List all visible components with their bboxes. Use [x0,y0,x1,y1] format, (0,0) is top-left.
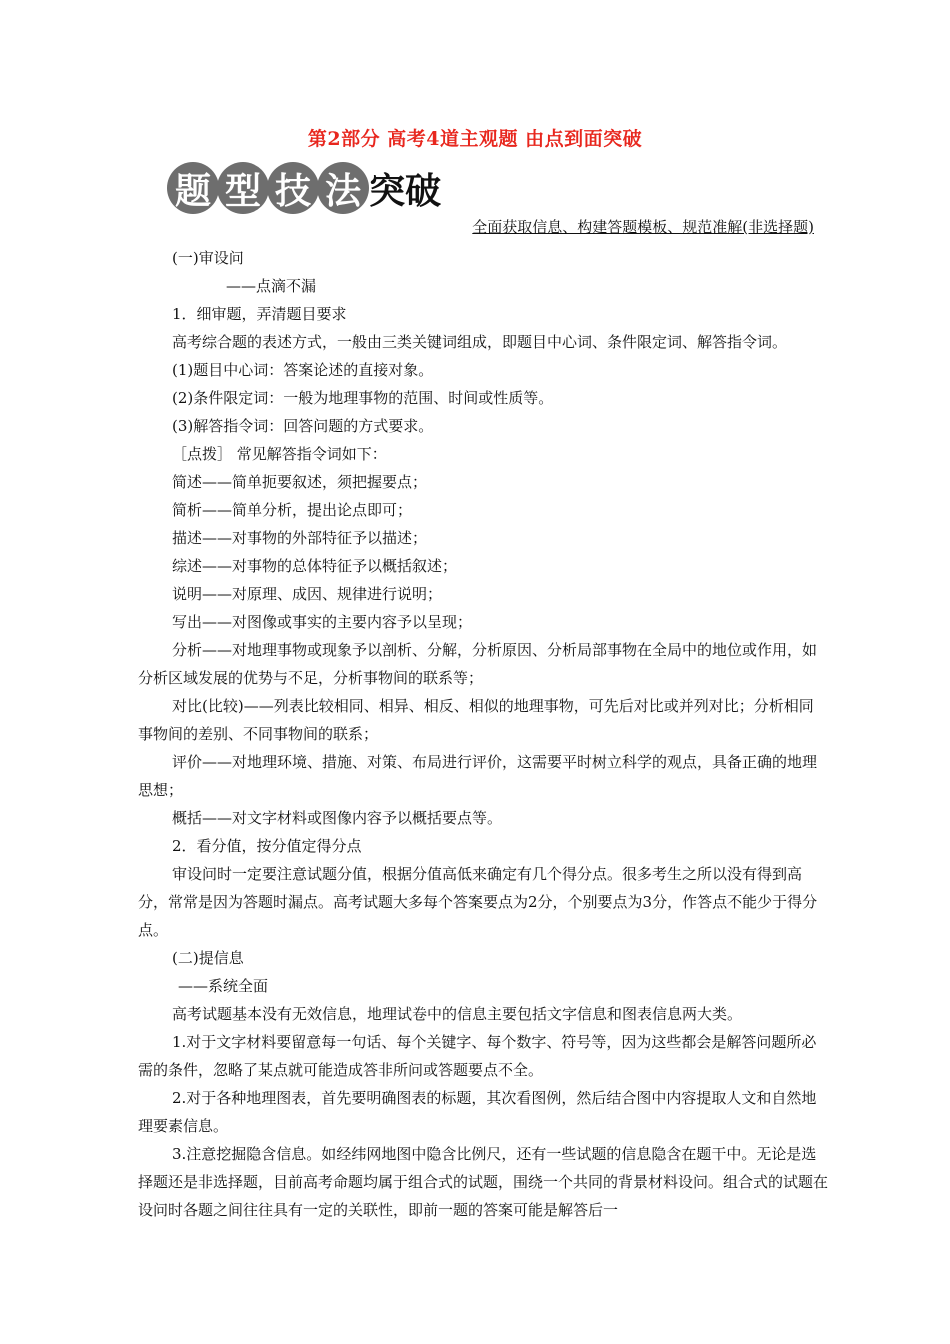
paragraph: 综述——对事物的总体特征予以概括叙述； [172,557,458,575]
paragraph: (3)解答指令词：回答问题的方式要求。 [172,417,434,435]
paragraph: 简析——简单分析，提出论点即可； [172,501,413,519]
subheading-1: ——点滴不漏 [226,277,317,295]
paragraph: 对比(比较)——列表比较相同、相异、相反、相似的地理事物，可先后对比或并列对比；分析相同事物间的差别、不同事物间的联系； [138,697,814,743]
paragraph: 说明——对原理、成因、规律进行说明； [172,585,443,603]
paragraph: 高考试题基本没有无效信息，地理试卷中的信息主要包括文字信息和图表信息两大类。 [172,1005,743,1023]
body-text [138,244,828,1224]
paragraph: (1)题目中心词：答案论述的直接对象。 [172,361,434,379]
section-subtitle: 全面获取信息、构建答题模板、规范准解(非选择题) [472,218,814,236]
banner-char: 题 [167,162,219,214]
banner-char: 法 [317,162,369,214]
banner-char: 技 [267,162,319,214]
paragraph: 3.注意挖掘隐含信息。如经纬网地图中隐含比例尺，还有一些试题的信息隐含在题干中。无论是选择题还是非选择题，目前高考命题均属于组合式的试题，围绕一个共同的背景材料设问。组合式的试题在设问时各题之间往往具有一定的关联性，即前一题的答案可能是解答后一 [138,1145,829,1219]
paragraph: ［点拨］ 常见解答指令词如下： [172,445,387,463]
banner-suffix: 突破 [369,170,442,212]
page-title: 第2部分 高考4道主观题 由点到面突破 [307,128,643,150]
paragraph: 评价——对地理环境、措施、对策、布局进行评价，这需要平时树立科学的观点，具备正确的地理思想； [138,753,818,799]
banner-char: 型 [217,162,269,214]
paragraph: 写出——对图像或事实的主要内容予以呈现； [172,613,473,631]
paragraph: 高考综合题的表述方式，一般由三类关键词组成，即题目中心词、条件限定词、解答指令词。 [172,333,788,351]
heading-1: (一)审设问 [172,249,244,267]
subheading-2: ——系统全面 [178,977,269,995]
paragraph: 审设问时一定要注意试题分值，根据分值高低来确定有几个得分点。很多考生之所以没有得到高分，常常是因为答题时漏点。高考试题大多每个答案要点为2分，个别要点为3分，作答点不能少于得分点。 [138,865,818,939]
paragraph: 1．细审题，弄清题目要求 [172,305,347,323]
section-banner [167,160,441,216]
heading-2: (二)提信息 [172,949,244,967]
paragraph: 分析——对地理事物或现象予以剖析、分解，分析原因、分析局部事物在全局中的地位或作用，如分析区域发展的优势与不足，分析事物间的联系等； [138,641,818,687]
paragraph: 1.对于文字材料要留意每一句话、每个关键字、每个数字、符号等，因为这些都会是解答问题所必需的条件，忽略了某点就可能造成答非所问或答题要点不全。 [138,1033,817,1079]
paragraph: (2)条件限定词：一般为地理事物的范围、时间或性质等。 [172,389,554,407]
paragraph: 描述——对事物的外部特征予以描述； [172,529,428,547]
paragraph: 2.对于各种地理图表，首先要明确图表的标题，其次看图例，然后结合图中内容提取人文和自然地理要素信息。 [138,1089,817,1135]
paragraph: 简述——简单扼要叙述，须把握要点； [172,473,428,491]
paragraph: 概括——对文字材料或图像内容予以概括要点等。 [172,809,503,827]
paragraph: 2．看分值，按分值定得分点 [172,837,362,855]
